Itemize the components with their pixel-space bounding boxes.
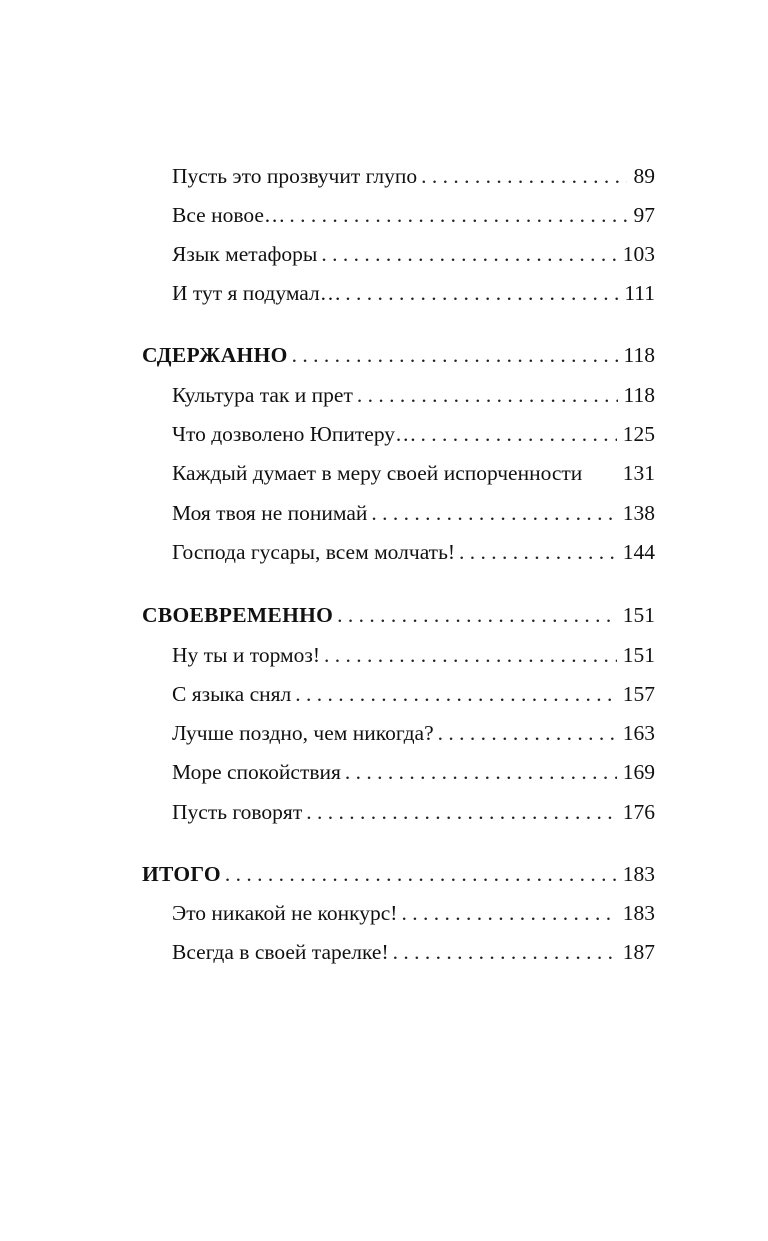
dot-leader <box>421 160 627 192</box>
toc-entry-page: 151 <box>622 643 655 667</box>
toc-entry-title: С языка снял <box>172 682 292 706</box>
toc-entry <box>172 639 655 671</box>
dot-leader <box>321 238 616 270</box>
toc-entry-page: 144 <box>622 540 655 564</box>
dot-leader <box>292 339 618 371</box>
toc-entry-title: Что дозволено Юпитеру… <box>172 422 417 446</box>
dot-leader <box>401 897 616 929</box>
toc-entry <box>172 796 655 828</box>
toc-section-page: 183 <box>622 862 655 886</box>
toc-entry-page: 111 <box>624 281 655 305</box>
toc-entry <box>172 457 655 489</box>
toc-section-title: СДЕРЖАННО <box>142 343 288 367</box>
toc-entry-page: 103 <box>622 242 655 266</box>
toc-entry-title: Лучше поздно, чем никогда? <box>172 721 434 745</box>
toc-entry <box>172 756 655 788</box>
toc-entry-title: Все новое… <box>172 203 286 227</box>
toc-entry <box>172 277 655 309</box>
toc-entry-page: 169 <box>622 760 655 784</box>
toc-entry <box>172 160 655 192</box>
toc-entry-title: Язык метафоры <box>172 242 318 266</box>
toc-entry-page: 118 <box>623 383 655 407</box>
toc-entry <box>172 418 655 450</box>
toc-entry-title: И тут я подумал… <box>172 281 342 305</box>
toc-entry-title: Всегда в своей тарелке! <box>172 940 389 964</box>
toc-entry <box>172 199 655 231</box>
toc-entry-page: 138 <box>622 501 655 525</box>
toc-entry <box>172 379 655 411</box>
toc-section-page: 118 <box>623 343 655 367</box>
toc-section <box>142 599 655 631</box>
toc-entry-page: 131 <box>622 461 655 485</box>
toc-entry <box>172 897 655 929</box>
toc-entry-page: 187 <box>622 940 655 964</box>
toc-entry-title: Моя твоя не понимай <box>172 501 368 525</box>
toc-entry <box>172 678 655 710</box>
toc-entry-title: Каждый думает в меру своей испорченности <box>172 461 583 485</box>
dot-leader <box>357 379 618 411</box>
toc-section <box>142 339 655 371</box>
dot-leader <box>225 858 617 890</box>
dot-leader <box>371 497 616 529</box>
toc-entry-page: 89 <box>633 164 655 188</box>
dot-leader <box>438 717 617 749</box>
toc-entry-page: 97 <box>633 203 655 227</box>
toc-entry-page: 163 <box>622 721 655 745</box>
toc-entry-title: Господа гусары, всем молчать! <box>172 540 456 564</box>
toc-entry-page: 176 <box>622 800 655 824</box>
toc-entry <box>172 238 655 270</box>
toc-entry-title: Пусть это прозвучит глупо <box>172 164 418 188</box>
toc-entry-title: Море спокойствия <box>172 760 341 784</box>
dot-leader <box>295 678 617 710</box>
toc-section-title: ИТОГО <box>142 862 221 886</box>
dot-leader <box>324 639 617 671</box>
dot-leader <box>345 756 617 788</box>
toc-entry-page: 183 <box>622 901 655 925</box>
dot-leader <box>337 599 617 631</box>
dot-leader <box>289 199 627 231</box>
toc-entry <box>172 936 655 968</box>
toc-section <box>142 858 655 890</box>
toc-entry-title: Пусть говорят <box>172 800 303 824</box>
toc-entry-title: Это никакой не конкурс! <box>172 901 398 925</box>
dot-leader <box>393 936 617 968</box>
toc-entry-page: 157 <box>622 682 655 706</box>
dot-leader <box>345 277 618 309</box>
dot-leader <box>459 536 617 568</box>
dot-leader <box>306 796 617 828</box>
toc-entry-title: Ну ты и тормоз! <box>172 643 321 667</box>
toc-section-title: СВОЕВРЕМЕННО <box>142 603 334 627</box>
toc-entry <box>172 536 655 568</box>
toc-section-page: 151 <box>622 603 655 627</box>
toc-entry <box>172 717 655 749</box>
toc-entry <box>172 497 655 529</box>
toc-entry-page: 125 <box>622 422 655 446</box>
toc-entry-title: Культура так и прет <box>172 383 353 407</box>
dot-leader <box>421 418 617 450</box>
